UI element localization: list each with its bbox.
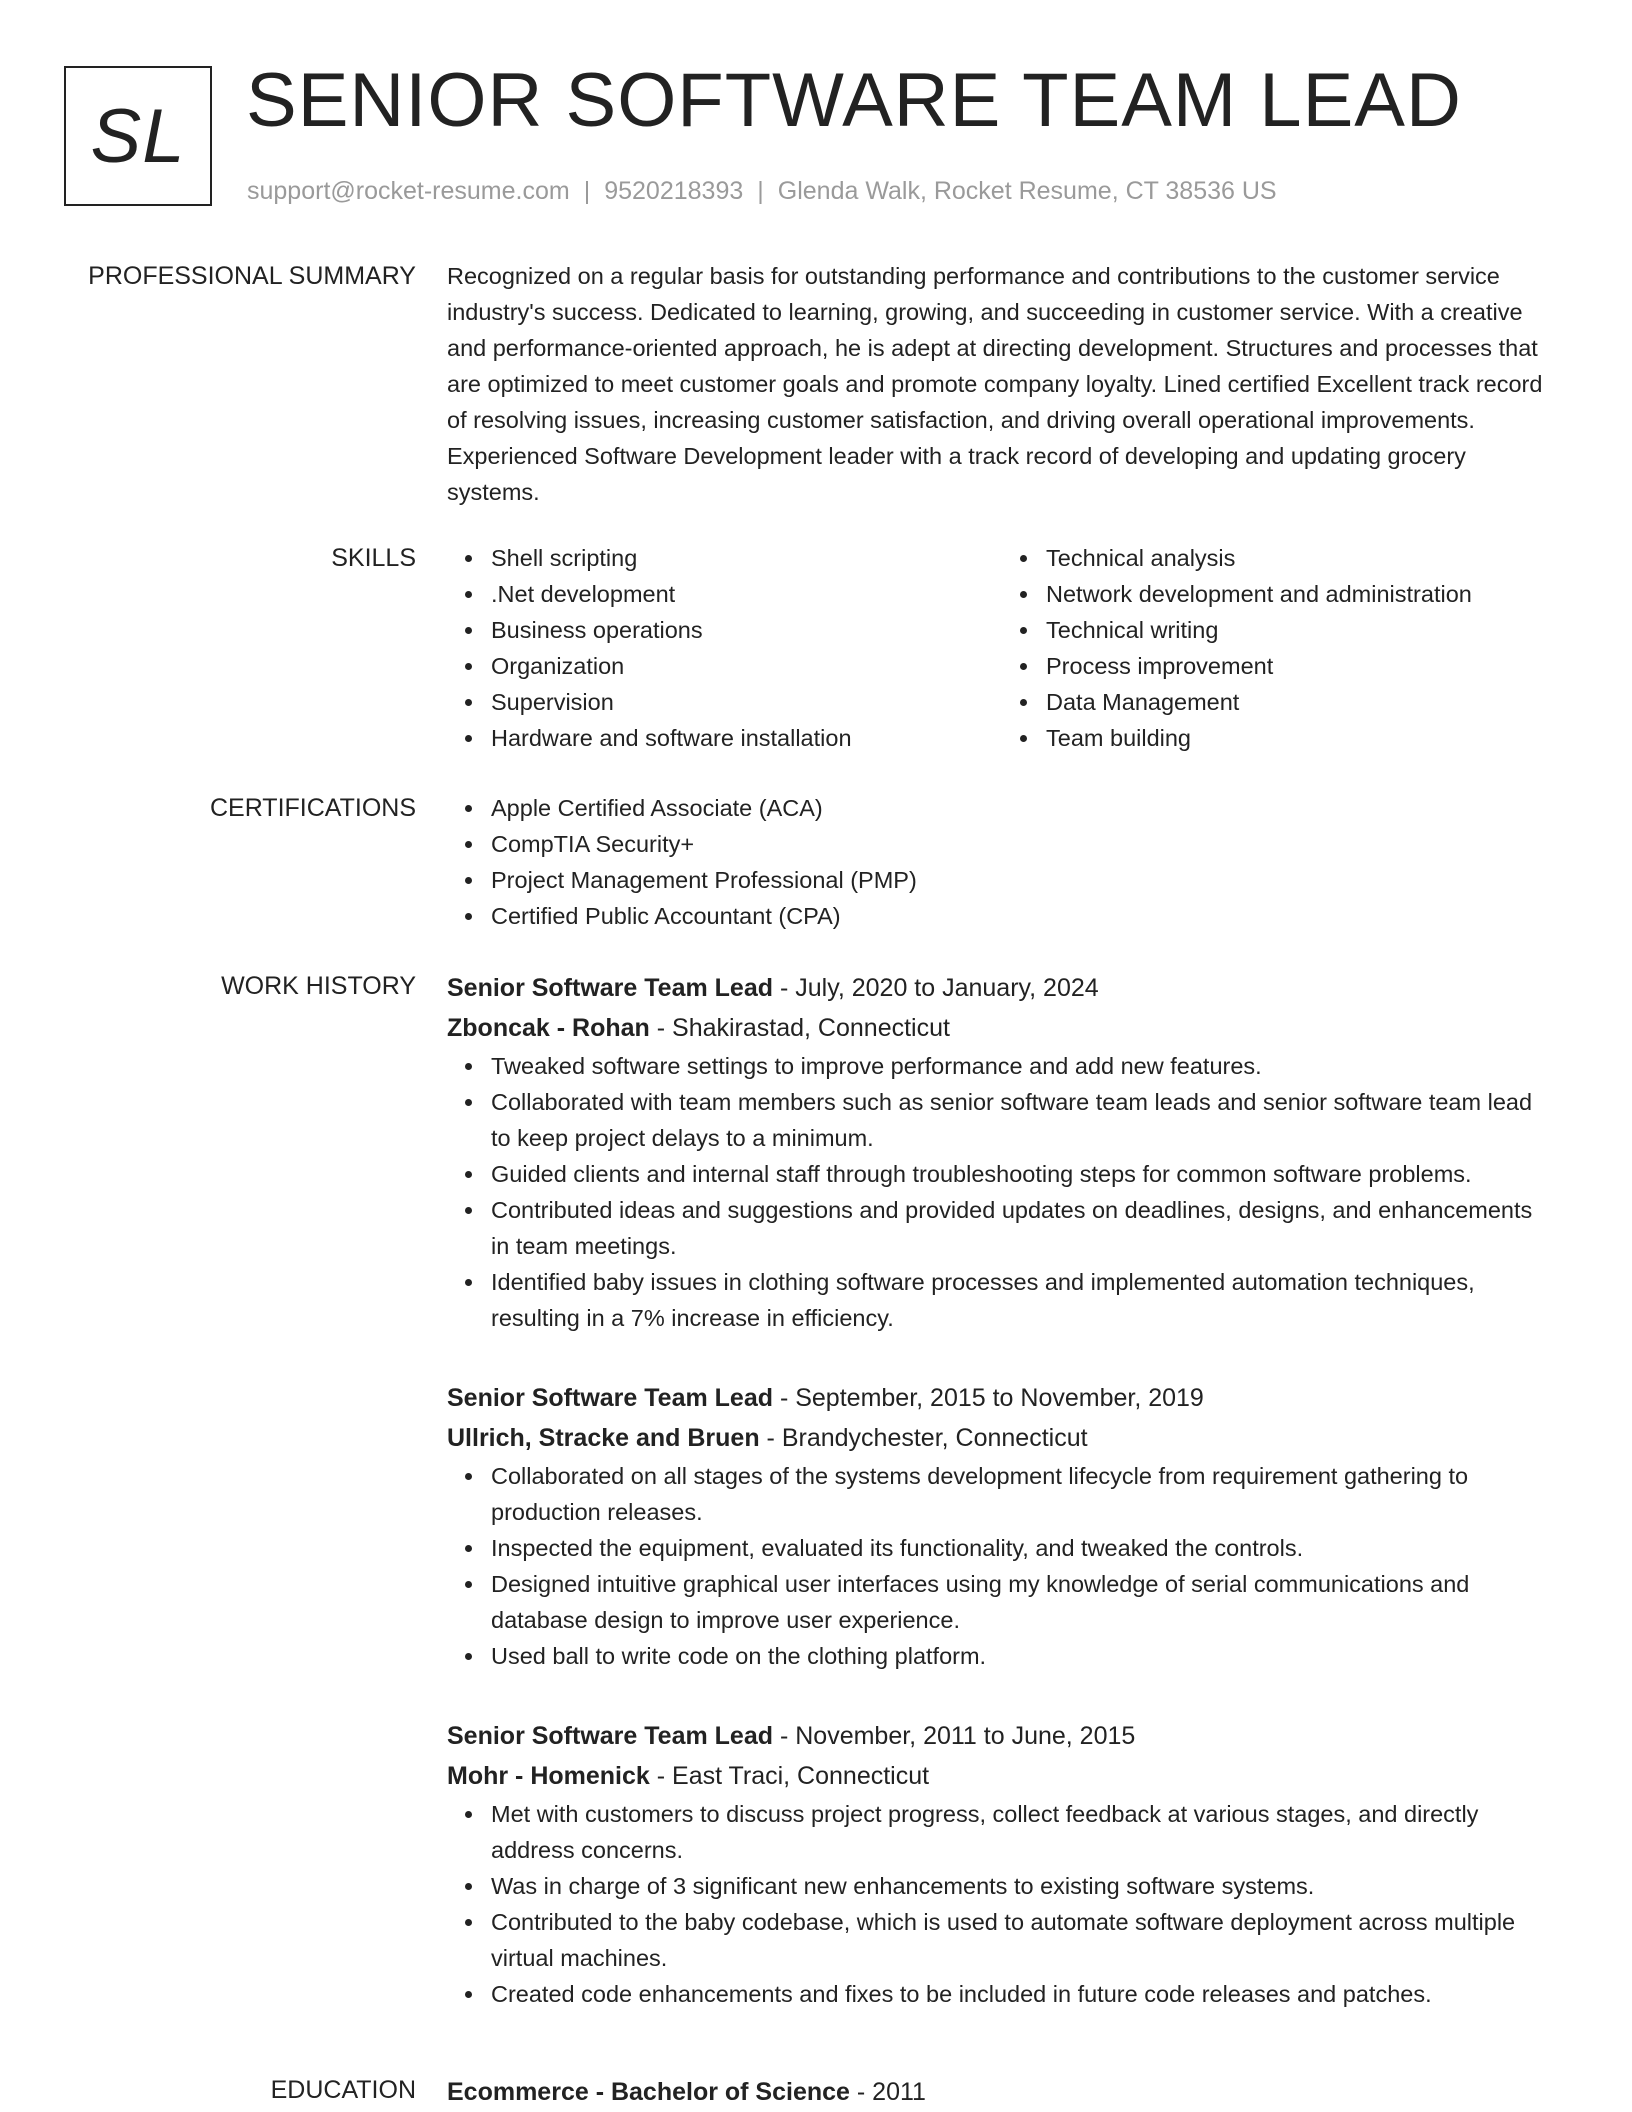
job-location: - East Traci, Connecticut (649, 1762, 930, 1790)
contact-phone: 9520218393 (604, 177, 744, 205)
skills-list-right (1002, 540, 1557, 756)
skill-item: Hardware and software installation (491, 720, 1002, 756)
job-bullet: Collaborated with team members such as senior software team leads and senior software team lead to keep project delays to a minimum. (491, 1084, 1557, 1156)
job-bullet: Used ball to write code on the clothing platform. (491, 1638, 1557, 1674)
job-company-line (447, 1008, 1557, 1048)
section-label-summary: PROFESSIONAL SUMMARY (88, 262, 416, 290)
contact-separator: | (757, 177, 764, 205)
skill-item: Network development and administration (1046, 576, 1557, 612)
job-bullet: Collaborated on all stages of the systems development lifecycle from requirement gathering to production releases. (491, 1458, 1557, 1530)
skill-item: Technical writing (1046, 612, 1557, 648)
skills-columns (447, 540, 1557, 756)
job-bullet-list (447, 1458, 1557, 1674)
education-body (447, 2072, 1557, 2112)
job-bullet: Inspected the equipment, evaluated its functionality, and tweaked the controls. (491, 1530, 1557, 1566)
section-label-certifications: CERTIFICATIONS (209, 794, 416, 822)
job-title: Senior Software Team Lead (447, 1384, 774, 1412)
skill-item: Data Management (1046, 684, 1557, 720)
job-title: Senior Software Team Lead (447, 1722, 774, 1750)
job-title: Senior Software Team Lead (447, 974, 774, 1002)
job-location: - Brandychester, Connecticut (759, 1424, 1088, 1452)
skill-item: Supervision (491, 684, 1002, 720)
job-bullet: Tweaked software settings to improve performance and add new features. (491, 1048, 1557, 1084)
job-bullet: Created code enhancements and fixes to be included in future code releases and patches. (491, 1976, 1557, 2012)
certifications-body (447, 790, 1557, 934)
job-bullet-list (447, 1796, 1557, 2012)
skill-item: Organization (491, 648, 1002, 684)
monogram-initials: SL (64, 66, 212, 206)
skill-item: Technical analysis (1046, 540, 1557, 576)
job-bullet: Designed intuitive graphical user interfaces using my knowledge of serial communications and database design to improve user experience. (491, 1566, 1557, 1638)
contact-email: support@rocket-resume.com (247, 177, 570, 205)
job-location: - Shakirastad, Connecticut (649, 1014, 950, 1042)
skill-item: .Net development (491, 576, 1002, 612)
contact-separator: | (583, 177, 591, 205)
contact-line (247, 174, 1277, 208)
job-bullet-list (447, 1048, 1557, 1336)
job-title-line (447, 1378, 1557, 1418)
job-entry (447, 1378, 1557, 1674)
summary-body (447, 258, 1557, 510)
job-bullet: Guided clients and internal staff through troubleshooting steps for common software problems. (491, 1156, 1557, 1192)
skills-list-left (447, 540, 1002, 756)
job-company: Mohr - Homenick (447, 1762, 650, 1790)
job-dates: - September, 2015 to November, 2019 (773, 1384, 1204, 1412)
job-dates: - July, 2020 to January, 2024 (773, 974, 1099, 1002)
summary-text: Recognized on a regular basis for outstanding performance and contributions to the customer service industry's success. Dedicated to learning, growing, and succeeding in customer service. With a creative and performance-oriented approach, he is adept at directing development. Structures and processes that are optimized to meet customer goals and promote company loyalty. Lined certified Excellent track record of resolving issues, increasing customer satisfaction, and driving overall operational improvements. Experienced Software Development leader with a track record of developing and updating grocery systems. (447, 263, 1543, 505)
job-company: Zboncak - Rohan (447, 1014, 650, 1042)
job-bullet: Contributed ideas and suggestions and provided updates on deadlines, designs, and enhancements in team meetings. (491, 1192, 1557, 1264)
education-year: - 2011 (849, 2078, 926, 2106)
skill-item: Team building (1046, 720, 1557, 756)
job-company-line (447, 1418, 1557, 1458)
job-title-line (447, 968, 1557, 1008)
section-label-education: EDUCATION (270, 2076, 416, 2104)
education-degree: Ecommerce - Bachelor of Science (447, 2078, 850, 2106)
job-title-line (447, 1716, 1557, 1756)
skill-item: Business operations (491, 612, 1002, 648)
section-label-work-history: WORK HISTORY (221, 972, 416, 1000)
certification-item: Project Management Professional (PMP) (491, 862, 1557, 898)
job-entry (447, 968, 1557, 1336)
job-bullet: Met with customers to discuss project progress, collect feedback at various stages, and directly address concerns. (491, 1796, 1557, 1868)
job-company-line (447, 1756, 1557, 1796)
section-label-skills: SKILLS (331, 544, 416, 572)
certification-item: Apple Certified Associate (ACA) (491, 790, 1557, 826)
job-bullet: Was in charge of 3 significant new enhancements to existing software systems. (491, 1868, 1557, 1904)
work-history-body (447, 968, 1557, 2054)
skill-item: Shell scripting (491, 540, 1002, 576)
resume-title: SENIOR SOFTWARE TEAM LEAD (246, 58, 1462, 143)
education-line (447, 2072, 1557, 2112)
job-company: Ullrich, Stracke and Bruen (447, 1424, 760, 1452)
job-bullet: Identified baby issues in clothing software processes and implemented automation techniques, resulting in a 7% increase in efficiency. (491, 1264, 1557, 1336)
job-entry (447, 1716, 1557, 2012)
certification-item: Certified Public Accountant (CPA) (491, 898, 1557, 934)
job-dates: - November, 2011 to June, 2015 (773, 1722, 1136, 1750)
certifications-list (447, 790, 1557, 934)
job-bullet: Contributed to the baby codebase, which is used to automate software deployment across multiple virtual machines. (491, 1904, 1557, 1976)
skill-item: Process improvement (1046, 648, 1557, 684)
certification-item: CompTIA Security+ (491, 826, 1557, 862)
contact-address: Glenda Walk, Rocket Resume, CT 38536 US (777, 177, 1277, 205)
